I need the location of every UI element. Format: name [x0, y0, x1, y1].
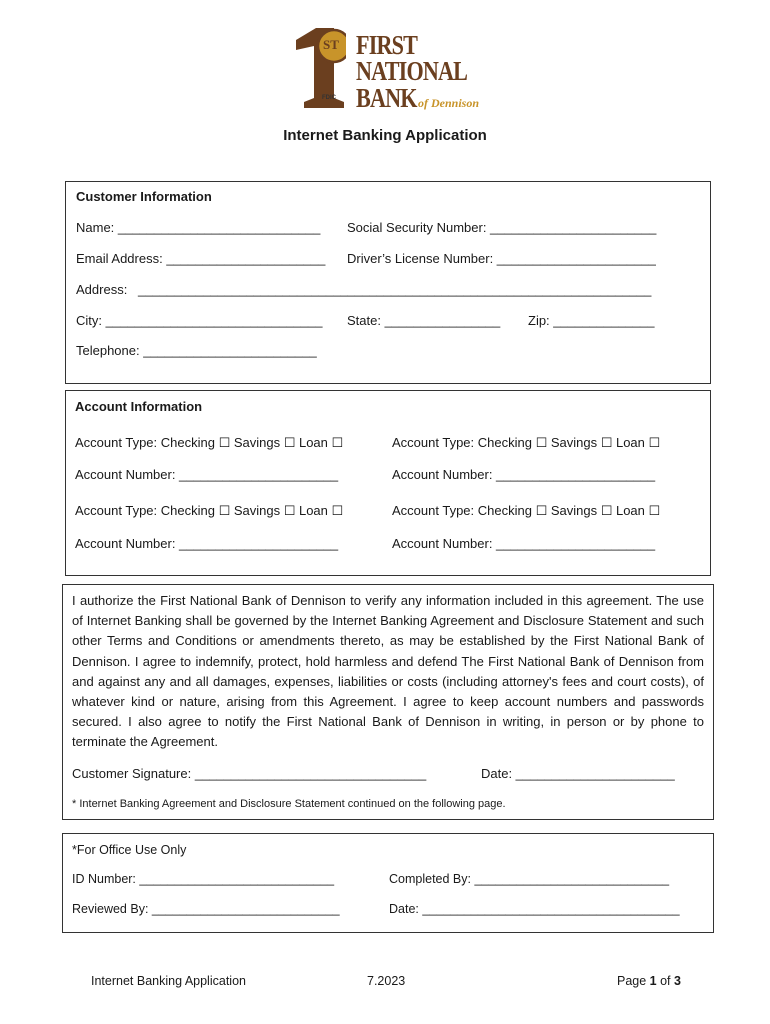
page-current: 1: [649, 974, 657, 988]
continuation-note: * Internet Banking Agreement and Disclosure Statement continued on the following page.: [72, 798, 506, 810]
address-field[interactable]: _______________________________________________________________________: [138, 282, 652, 297]
reviewed-by-field[interactable]: Reviewed By: ___________________________: [72, 902, 340, 916]
document-title: Internet Banking Application: [283, 127, 487, 144]
account-number-row-1-right[interactable]: Account Number: ______________________: [392, 467, 656, 482]
address-label: Address:: [76, 282, 128, 297]
zip-field[interactable]: Zip: ______________: [528, 313, 655, 328]
authorization-paragraph: I authorize the First National Bank of Dennison to verify any information included in this agreement. The use of Internet Banking shall be governed by the Internet Banking Agreement and Disclosure Statement and such other Terms and Conditions or amendments thereto, as may be established by the First National Bank of Dennison. I agree to indemnify, protect, hold harmless and defend The First National Bank of Dennison from and against any and all damages, expenses, liabilities or costs (including attorney's fees and court costs), of whatever kind or nature, arising from this Agreement. I agree to keep account numbers and passwords secured. I also agree to notify the First National Bank of Dennison in writing, in person or by phone to terminate the Agreement.: [72, 593, 704, 750]
ssn-field[interactable]: Social Security Number: _______________________: [347, 220, 657, 235]
logo-word-bank: BANK: [356, 83, 417, 113]
office-use-heading: *For Office Use Only: [72, 843, 187, 857]
footer-document-name: Internet Banking Application: [91, 974, 246, 988]
account-number-row-2-right[interactable]: Account Number: ______________________: [392, 536, 656, 551]
drivers-license-field[interactable]: Driver’s License Number: ______________________: [347, 251, 656, 266]
account-number-row-2-left[interactable]: Account Number: ______________________: [75, 536, 339, 551]
bank-logo: [290, 26, 490, 112]
id-number-field[interactable]: ID Number: ____________________________: [72, 872, 335, 886]
footer-version: 7.2023: [367, 974, 406, 988]
fdic-mark: FDIC: [322, 95, 336, 101]
email-field[interactable]: Email Address: ______________________: [76, 251, 326, 266]
signature-date-field[interactable]: Date: ______________________: [481, 766, 675, 781]
account-type-row-2-right[interactable]: Account Type: Checking ☐ Savings ☐ Loan ☐: [392, 503, 661, 518]
account-type-row-1-right[interactable]: Account Type: Checking ☐ Savings ☐ Loan ☐: [392, 435, 661, 450]
account-type-row-1-left[interactable]: Account Type: Checking ☐ Savings ☐ Loan ☐: [75, 435, 344, 450]
page-total: 3: [674, 974, 681, 988]
name-field[interactable]: Name: ____________________________: [76, 220, 321, 235]
account-section-heading: Account Information: [75, 399, 203, 414]
account-type-row-2-left[interactable]: Account Type: Checking ☐ Savings ☐ Loan ☐: [75, 503, 344, 518]
logo-word-national: NATIONAL: [356, 56, 468, 86]
city-field[interactable]: City: ______________________________: [76, 313, 323, 328]
account-number-row-1-left[interactable]: Account Number: ______________________: [75, 467, 339, 482]
customer-signature-field[interactable]: Customer Signature: ________________________________: [72, 766, 427, 781]
telephone-field[interactable]: Telephone: ________________________: [76, 343, 317, 358]
state-field[interactable]: State: ________________: [347, 313, 501, 328]
page-prefix: Page: [617, 974, 650, 988]
logo-word-first: FIRST: [356, 30, 418, 60]
completed-by-field[interactable]: Completed By: ____________________________: [389, 872, 670, 886]
logo-suffix: of Dennison: [418, 96, 480, 110]
page-mid: of: [656, 974, 674, 988]
office-date-field[interactable]: Date: _____________________________________: [389, 902, 680, 916]
customer-section-heading: Customer Information: [76, 189, 212, 204]
logo-badge-text: ST: [323, 37, 339, 52]
footer-page-number: [617, 973, 681, 989]
